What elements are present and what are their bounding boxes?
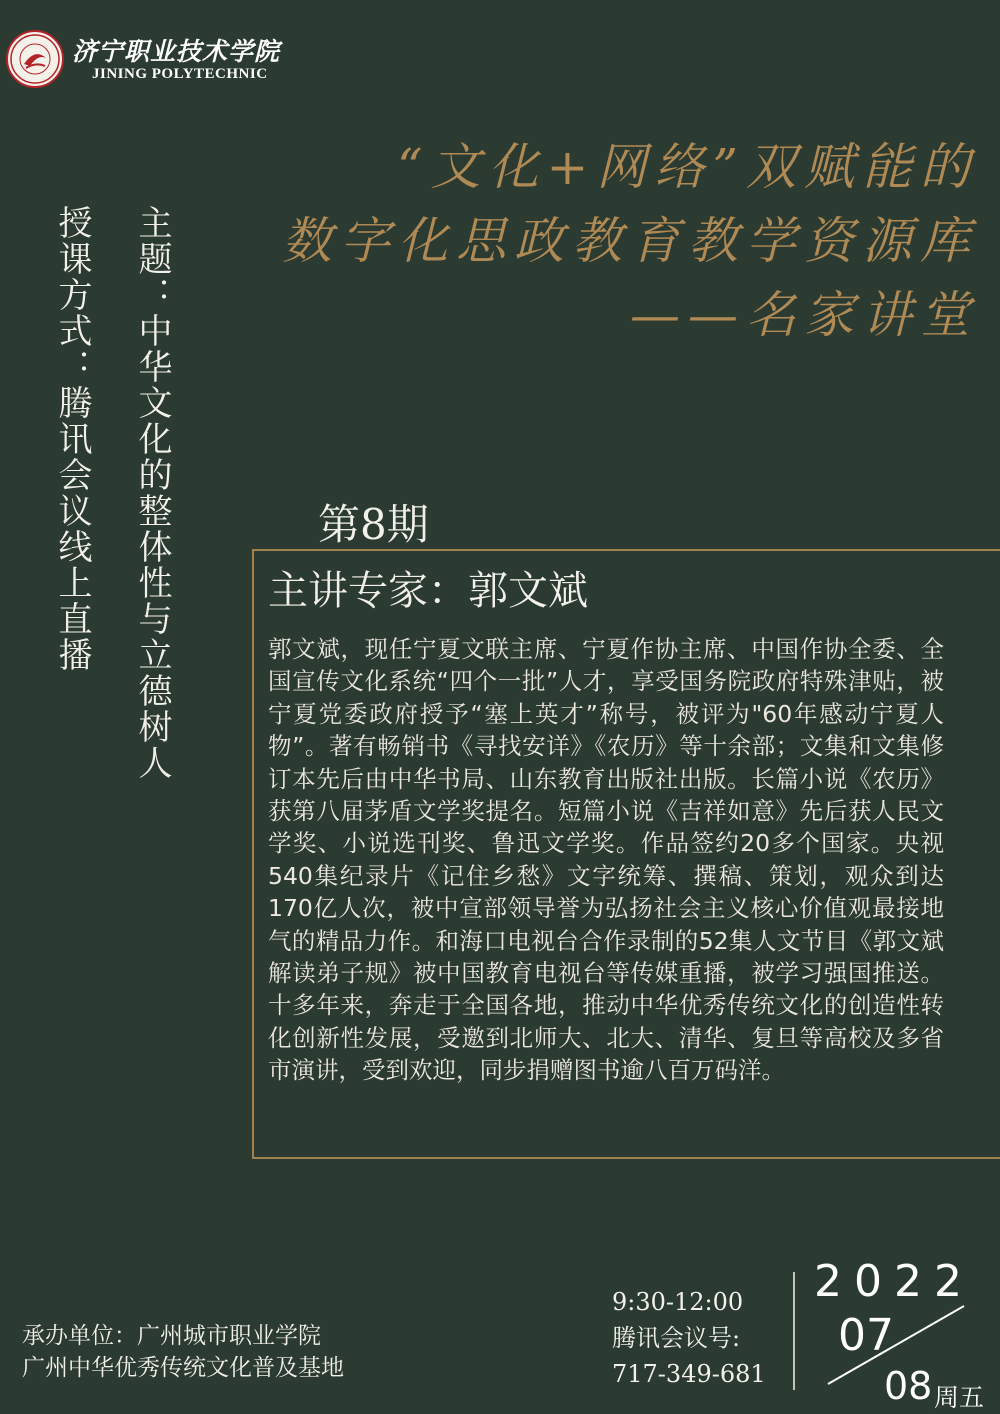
date-year: 2022: [814, 1256, 974, 1307]
meeting-number: 717-349-681: [612, 1360, 766, 1388]
issue-number: 第8期: [318, 500, 429, 549]
lecture-theme: 主题：中华文化的整体性与立德树人: [132, 205, 172, 781]
title-line-1: “文化+网络”双赋能的: [396, 138, 978, 196]
divider-line: [793, 1272, 795, 1390]
school-seal-icon: [6, 30, 64, 88]
speaker-name: 郭文斌: [468, 568, 588, 614]
meeting-label: 腾讯会议号:: [612, 1324, 741, 1352]
date-weekday: 周五: [934, 1383, 985, 1412]
school-name-cn: 济宁职业技术学院: [72, 37, 281, 66]
lecture-mode: 授课方式：腾讯会议线上直播: [52, 205, 92, 673]
organizer: [22, 1320, 344, 1384]
speaker-heading: [268, 559, 588, 616]
meeting-info: [612, 1284, 766, 1392]
speaker-bio: 郭文斌，现任宁夏文联主席、宁夏作协主席、中国作协全委、全国宣传文化系统“四个一批”人才，享受国务院政府特殊津贴，被宁夏党委政府授予“塞上英才”称号，被评为"60年感动宁夏人物”。著有畅销书《寻找安详》《农历》等十余部；文集和文集修订本先后由中华书局、山东教育出版社出版。长篇小说《农历》获第八届茅盾文学奖提名。短篇小说《吉祥如意》先后获人民文学奖、小说选刊奖、鲁迅文学奖。作品签约20多个国家。央视540集纪录片《记住乡愁》文字统筹、撰稿、策划，观众到达170亿人次，被中宣部领导誉为弘扬社会主义核心价值观最接地气的精品力作。和海口电视台合作录制的52集人文节目《郭文斌解读弟子规》被中国教育电视台等传媒重播，被学习强国推送。十多年来，奔走于全国各地，推动中华优秀传统文化的创造性转化创新性发展，受邀到北师大、北大、清华、复旦等高校及多省市演讲，受到欢迎，同步捐赠图书逾八百万码洋。: [268, 635, 944, 1085]
school-logo: [6, 30, 306, 90]
meeting-time: 9:30-12:00: [612, 1288, 744, 1316]
school-name-en: JINING POLYTECHNIC: [92, 66, 268, 82]
poster-title: [282, 130, 978, 352]
speaker-info-box: [252, 549, 1000, 1159]
title-line-2: 数字化思政教育教学资源库: [282, 212, 978, 270]
title-line-3: ——名家讲堂: [630, 286, 978, 344]
date-day: 08: [884, 1364, 933, 1408]
organizer-line-1: 承办单位：广州城市职业学院: [22, 1323, 321, 1349]
speaker-label: 主讲专家：: [268, 568, 468, 614]
organizer-line-2: 广州中华优秀传统文化普及基地: [22, 1355, 344, 1381]
date-month: 07: [838, 1310, 894, 1361]
